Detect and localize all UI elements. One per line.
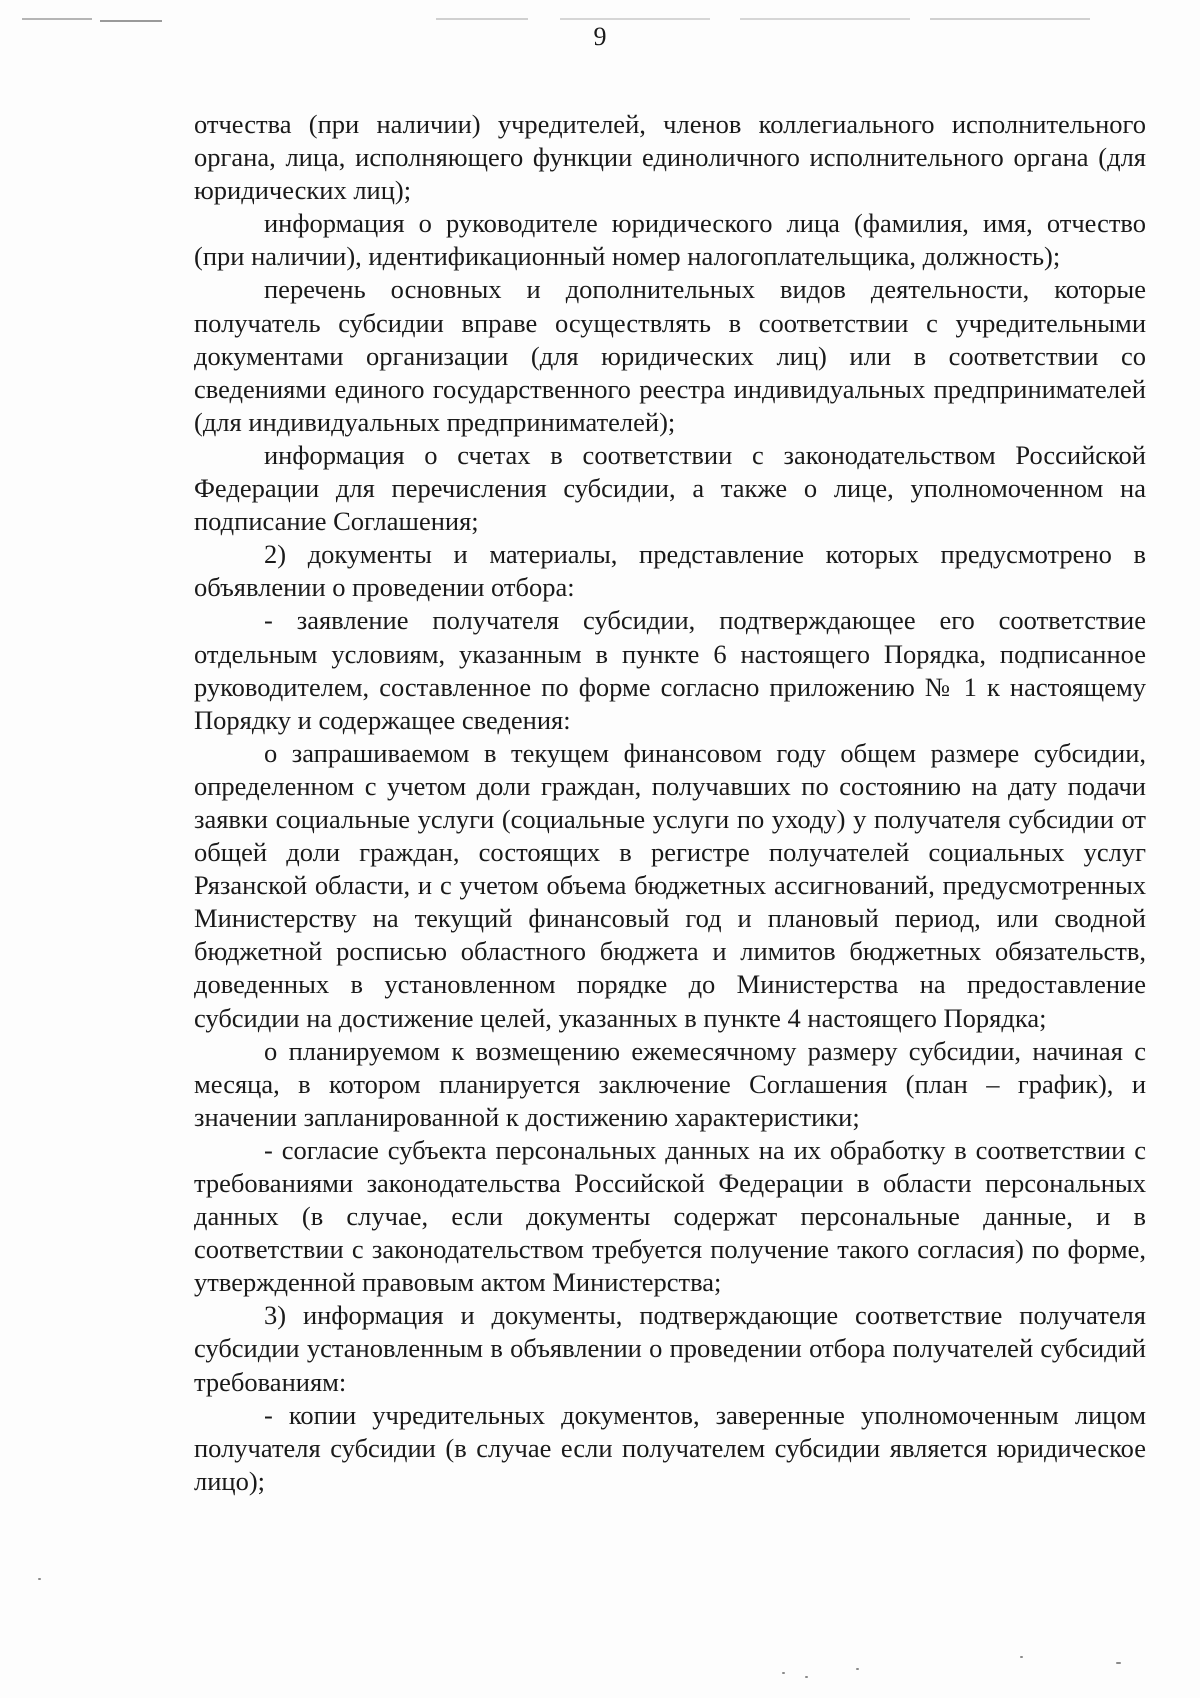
scan-artifact: [22, 18, 92, 20]
scan-speck: [805, 1676, 808, 1678]
scan-speck: [856, 1668, 859, 1670]
scan-speck: [1020, 1656, 1023, 1658]
scan-artifact: [930, 18, 1090, 20]
paragraph: о запрашиваемом в текущем финансовом году общем размере субсидии, определенном с учетом доли граждан, получавших по состоянию на дату подачи заявки социальные услуги (социальные услуги по уходу) у получателя субсидии от общей доли граждан, состоящих в регистре получателей социальных услуг Рязанской области, и с учетом объема бюджетных ассигнований, предусмотренных Министерству на текущий финансовый год и плановый период, или сводной бюджетной росписью областного бюджета и лимитов бюджетных обязательств, доведенных в установленном порядке до Министерства на предоставление субсидии на достижение целей, указанных в пункте 4 настоящего Порядка;: [194, 737, 1146, 1033]
paragraph: информация о счетах в соответствии с законодательством Российской Федерации для перечисления субсидии, а также о лице, уполномоченном на подписание Соглашения;: [194, 439, 1146, 537]
paragraph: информация о руководителе юридического лица (фамилия, имя, отчество (при наличии), идентификационный номер налогоплательщика, должность);: [194, 208, 1146, 272]
paragraph: 3) информация и документы, подтверждающие соответствие получателя субсидии установленным в объявлении о проведении отбора получателей субсидий требованиям:: [194, 1300, 1146, 1397]
scan-speck: [782, 1672, 785, 1674]
page-number: 9: [593, 22, 607, 51]
paragraph: о планируемом к возмещению ежемесячному размеру субсидии, начиная с месяца, в котором планируется заключение Соглашения (план – график), и значении запланированной к достижению характеристики;: [194, 1035, 1146, 1132]
paragraph: - согласие субъекта персональных данных на их обработку в соответствии с требованиями законодательства Российской Федерации в области персональных данных (в случае, если документы содержат персональные данные, и в соответствии с законодательством требуется получение такого согласия) по форме, утвержденной правовым актом Министерства;: [194, 1134, 1146, 1298]
paragraph: перечень основных и дополнительных видов деятельности, которые получатель субсидии вправе осуществлять в соответствии с учредительными документами организации (для юридических лиц) или в соответствии со сведениями единого государственного реестра индивидуальных предпринимателей (для индивидуальных предпринимателей);: [194, 274, 1146, 437]
scan-artifact: [560, 18, 710, 20]
paragraph: отчества (при наличии) учредителей, членов коллегиального исполнительного органа, лица, исполняющего функции единоличного исполнительного органа (для юридических лиц);: [194, 109, 1146, 206]
paragraph: - копии учредительных документов, заверенные уполномоченным лицом получателя субсидии (в случае если получателем субсидии является юридическое лицо);: [194, 1399, 1146, 1496]
scan-speck: [1116, 1662, 1121, 1664]
paragraph: 2) документы и материалы, представление которых предусмотрено в объявлении о проведении отбора:: [194, 539, 1146, 603]
scan-artifact: [740, 18, 910, 20]
scan-artifact: [436, 18, 528, 20]
scan-speck: [38, 1578, 41, 1580]
document-body: [194, 108, 1146, 1498]
paragraph: - заявление получателя субсидии, подтверждающее его соответствие отдельным условиям, указанным в пункте 6 настоящего Порядка, подписанное руководителем, составленное по форме согласно приложению № 1 к настоящему Порядку и содержащее сведения:: [194, 605, 1146, 735]
